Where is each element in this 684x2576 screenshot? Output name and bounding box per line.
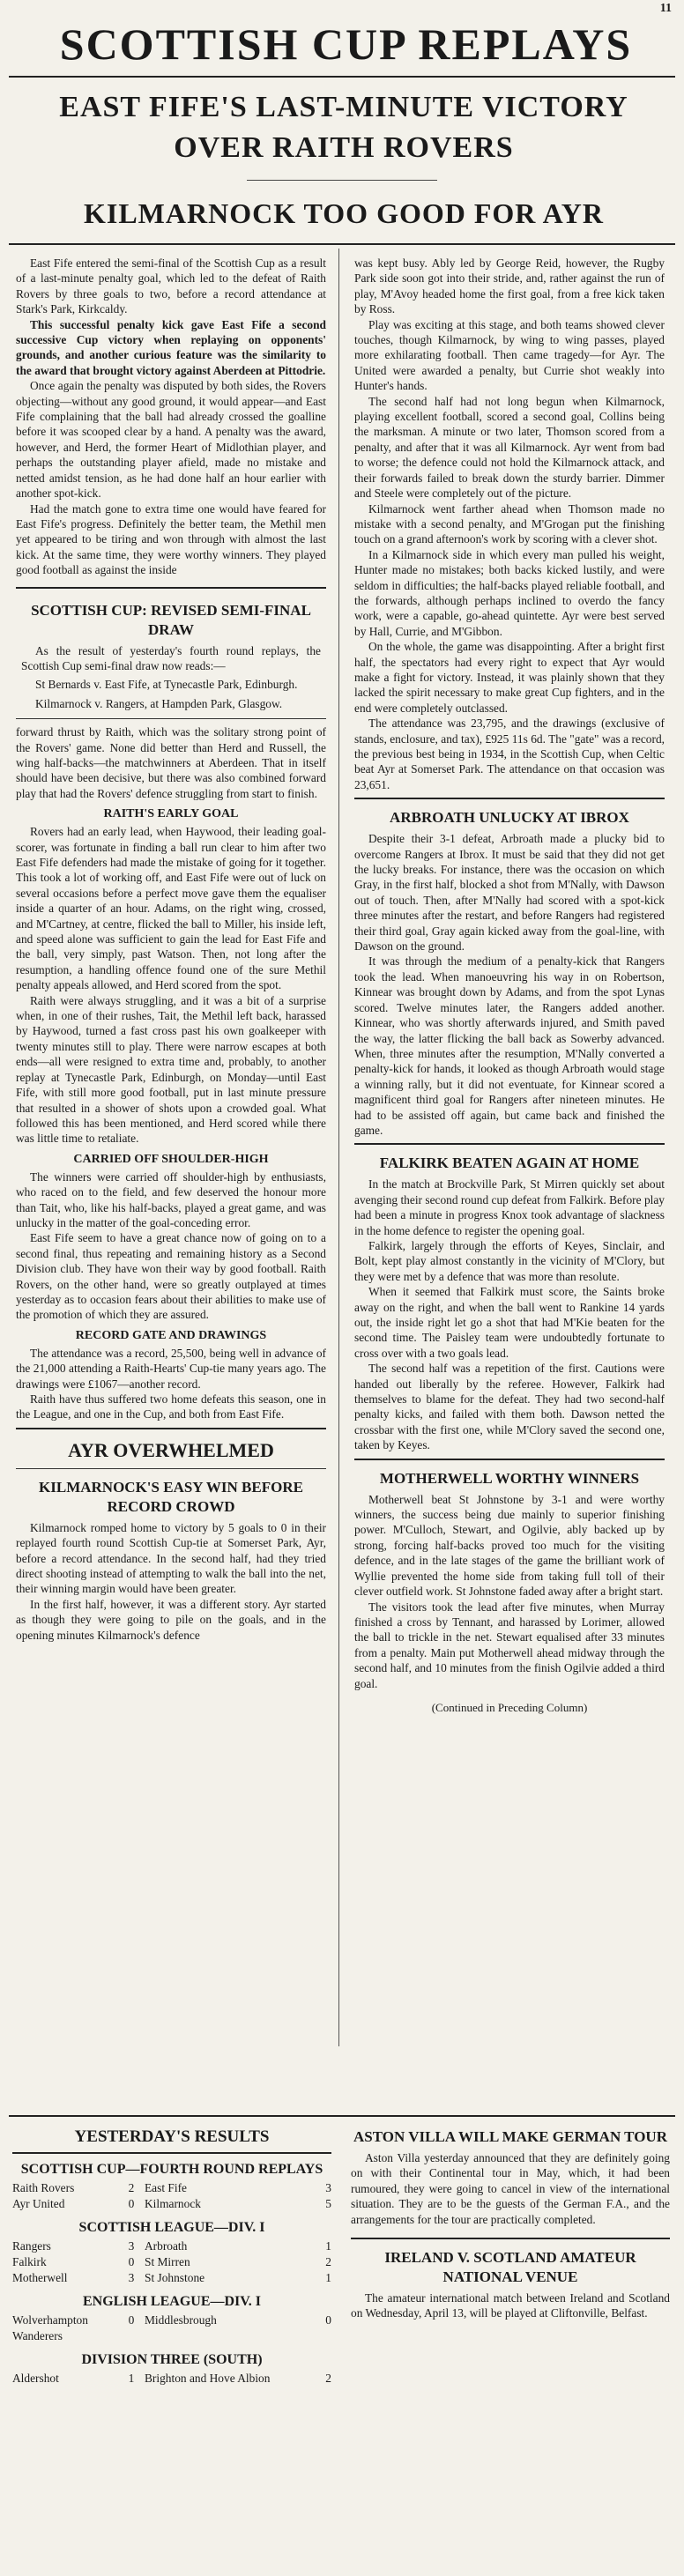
- amateur-head: IRELAND V. SCOTLAND AMATEUR NATIONAL VENUE: [384, 2249, 636, 2286]
- article-paragraph: was kept busy. Ably led by George Reid, however, the Rugby Park side soon got into their stride, and, rather against the run of play, M'Avoy headed home the first goal, from a free kick taken by Ross.: [354, 256, 665, 316]
- article-paragraph: Despite their 3-1 defeat, Arbroath made a plucky bid to overcome Rangers at Ibrox. It must be said that they did not get the lucky breaks. For instance, there was the occasion on which Gray, in the first half, blocked a shot from M'Nally, with Dawson out of touch. Then, after M'Nally had scored with a spot-kick three minutes after the restart, and before Rangers had registered their third goal, Gray again kicked away from the goal-line, with Dawson on the ground.: [354, 832, 665, 954]
- away-score: 5: [325, 2197, 331, 2210]
- away-score: 3: [325, 2181, 331, 2194]
- subhead-record-gate: RECORD GATE AND DRAWINGS: [75, 1328, 267, 1342]
- article-paragraph: The second half was a repetition of the first. Cautions were handed out liberally by the referee. However, Falkirk had themselves to blame for the defeat. They had two second-half penalty kicks, and failed with them both. Dawson netted the crossbar with the first one, while M'Clory saved the second one, taken by Keyes.: [354, 1362, 665, 1452]
- section-divider: [354, 798, 665, 799]
- page-number: 11: [659, 2, 672, 15]
- article-paragraph: On the whole, the game was disappointing. After a bright first half, the spectators had every right to expect that Ayr would make a fight for victory. Instead, it was plainly shown that they lacked the spirit necessary to make great Cup fighters, and in the end were completely outclassed.: [354, 640, 665, 715]
- article-paragraph: The amateur international match between Ireland and Scotland on Wednesday, April 13, will be played at Cliftonville, Belfast.: [351, 2291, 670, 2320]
- article-paragraph: East Fife entered the semi-final of the Scottish Cup as a result of a last-minute penalty goal, which led to the defeat of Raith Rovers by three goals to two, before a record attendance at Stark's Park, Kirkcaldy.: [16, 256, 326, 316]
- article-paragraph: The winners were carried off shoulder-high by enthusiasts, who raced on to the field, and few deserved the honour more than Tait, who, like his half-backs, played a great game, and was unlucky in the matter of the goal-conceding error.: [16, 1169, 326, 1229]
- away-team: Arbroath: [145, 2239, 188, 2253]
- results-divider: [12, 2152, 331, 2154]
- section-divider: [351, 2238, 670, 2239]
- result-row: [12, 2312, 331, 2344]
- section-rule: [9, 243, 675, 245]
- motherwell-head: MOTHERWELL WORTHY WINNERS: [379, 1469, 640, 1487]
- article-paragraph: In a Kilmarnock side in which every man pulled his weight, Hunter made no mistakes; both backs kicked lustily, and were seldom in difficulties; the half-backs played reliable football, and the forwards, although perhaps inclined to overdo the fancy work, were a capable, go-ahead quintette. Ayr were best served by Hall, Currie, and M'Gibbon.: [354, 547, 665, 638]
- article-paragraph: The attendance was a record, 25,500, being well in advance of the 21,000 attending a Raith-Hearts' Cup-tie many years ago. The drawings were £1067—another record.: [16, 1346, 326, 1391]
- home-team: Falkirk: [12, 2255, 47, 2268]
- away-team: Middlesbrough: [145, 2313, 217, 2327]
- article-paragraph: When it seemed that Falkirk must score, the Saints broke away on the right, and when the ball went to Rankine 14 yards out, the inside right let go a shot that had M'Kie beaten for the second time. The Paisley team were undoubtedly fortunate to cross over with a two goals lead.: [354, 1285, 665, 1360]
- section-divider: [354, 1143, 665, 1145]
- headline-east-fife-line-2: OVER RAITH ROVERS: [174, 131, 514, 164]
- headline-kilmarnock: KILMARNOCK TOO GOOD FOR AYR: [83, 197, 605, 229]
- headline-rule: [9, 76, 675, 78]
- article-paragraph: The second half had not long begun when Kilmarnock, playing excellent football, scored a second goal, Collins being the marksman. A minute or two later, Thomson scored from a penalty, and after that it was all Kilmarnock. Ayr went from bad to worse; the defence could not hold the Kilmarnock attack, and their forwards failed to break down the sturdy barrier. Dimmer and Steele were completely out of the picture.: [354, 394, 665, 501]
- result-row: [12, 2238, 331, 2254]
- away-score: 1: [325, 2239, 331, 2253]
- article-paragraph: It was through the medium of a penalty-kick that Rangers took the lead. When manoeuvring his way in on Robertson, Kinnear was brought down by Adams, and from the spot Lynas scored. Twelve minutes later, the Rangers added another. Kinnear, who was shortly afterwards injured, and Smith paved the way, the latter flicking the ball back as Sowerby advanced. When, three minutes after the resumption, M'Nally converted a penalty-kick for hands, it looked as though Arbroath would stage a winning rally, but it did not eventuate, for Kinnear scored a magnificent third goal for Rangers after nineteen minutes. He had to be assisted off again, but came back and finished the game.: [354, 954, 665, 1137]
- article-paragraph: Motherwell beat St Johnstone by 3-1 and were worthy winners, the success being due mainly to superior finishing power. M'Culloch, Stewart, and Ogilvie, ably backed up by strong, forcing half-backs proved too much for the visiting defence, and in the late stages of the game the brilliant work of Wyllie prevented the home side from taking full toll of their clever outfield work. St Johnstone faded away after a bright start.: [354, 1492, 665, 1599]
- home-team: Ayr United: [12, 2197, 65, 2210]
- article-paragraph: Raith were always struggling, and it was a bit of a surprise when, in one of their rushes, Tait, the Methil left back, harassed by Haywood, turned a fast cross past his own goalkeeper with twenty minutes still to play. There were narrow escapes at both ends—all were resigned to extra time and, probably, to another replay at Tynecastle Park, Edinburgh, on Monday—until East Fife, with still more good football, put in last minute pressure that resulted in a shower of shots upon a crowded goal. What followed this has been mentioned, and Herd scored while there was little time to retaliate.: [16, 993, 326, 1146]
- section-divider: [16, 1428, 326, 1429]
- section-divider: [16, 1468, 326, 1469]
- section-divider: [354, 1459, 665, 1460]
- away-score: 2: [325, 2372, 331, 2385]
- article-paragraph: In the match at Brockville Park, St Mirren quickly set about avenging their second round cup defeat from Falkirk. Before play had been a minute in progress Knox took advantage of slackness in the home defence to register the opening goal.: [354, 1177, 665, 1237]
- right-column: [354, 256, 665, 1715]
- away-score: 2: [325, 2255, 331, 2268]
- article-paragraph: Raith have thus suffered two home defeats this season, one in the League, and one in the Cup, and both from East Fife.: [16, 1392, 326, 1422]
- falkirk-head: FALKIRK BEATEN AGAIN AT HOME: [379, 1154, 640, 1172]
- home-score: 2: [128, 2181, 135, 2194]
- right-bottom-column: [351, 2122, 670, 2321]
- article-paragraph: Falkirk, largely through the efforts of Keyes, Sinclair, and Bolt, kept play almost constantly in the vicinity of M'Clory, but they were met by a defence that was more than resolute.: [354, 1238, 665, 1283]
- ayr-overwhelmed-head: AYR OVERWHELMED: [68, 1438, 274, 1461]
- home-team: Aldershot: [12, 2372, 59, 2385]
- away-score: 0: [325, 2313, 331, 2327]
- home-score: 3: [128, 2239, 135, 2253]
- article-paragraph: Kilmarnock romped home to victory by 5 goals to 0 in their replayed fourth round Scottish Cup-tie at Somerset Park, Ayr, before a record attendance. In the second half, had they tried direct shooting instead of attempting to walk the ball into the net, their winning margin would have been greater.: [16, 1520, 326, 1596]
- home-team: Wolverhampton Wanderers: [12, 2313, 88, 2342]
- home-score: 0: [128, 2313, 135, 2327]
- article-paragraph: forward thrust by Raith, which was the solitary strong point of the Rovers' game. None did better than Herd and Russell, the wing half-backs—the matchwinners at Aberdeen. That in itself should have been decisive, but there was also combined forward play that had the Rovers' defence struggling from start to finish.: [16, 725, 326, 800]
- result-row: [12, 2371, 331, 2387]
- home-team: Motherwell: [12, 2271, 68, 2284]
- away-team: Brighton and Hove Albion: [145, 2372, 271, 2385]
- results-box: [12, 2122, 331, 2387]
- left-column: [16, 256, 326, 1643]
- home-score: 1: [128, 2372, 135, 2385]
- home-score: 3: [128, 2271, 135, 2284]
- headline-east-fife-line-1: EAST FIFE'S LAST-MINUTE VICTORY: [59, 91, 628, 123]
- kilmarnock-win-head: KILMARNOCK'S EASY WIN BEFORE RECORD CROWD: [39, 1478, 303, 1515]
- result-row: [12, 2254, 331, 2270]
- main-headline: SCOTTISH CUP REPLAYS: [59, 19, 633, 69]
- results-section-head: DIVISION THREE (SOUTH): [81, 2352, 263, 2367]
- article-paragraph: Once again the penalty was disputed by both sides, the Rovers objecting—without any good ground, it would appear—and East Fife complaining that the ball had already crossed the goalline before it was scooped clear by a hand. A penalty was the award, however, and Herd, the former Heart of Midlothian player, and perhaps the outstanding player afield, made no mistake and netted amidst tension, as he had done half an hour earlier with another spot-kick.: [16, 379, 326, 501]
- subhead-shoulder-high: CARRIED OFF SHOULDER-HIGH: [73, 1152, 269, 1166]
- home-team: Rangers: [12, 2239, 51, 2253]
- semifinal-draw-box: [16, 587, 326, 720]
- away-score: 1: [325, 2271, 331, 2284]
- results-section-head: SCOTTISH LEAGUE—DIV. I: [78, 2220, 265, 2235]
- article-paragraph: Play was exciting at this stage, and both teams showed clever touches, though Kilmarnock, by wing to wing passes, played more exhilarating football. Then came tragedy—for Ayr. The United were awarded a penalty, but Currie shot weakly into Hunter's hands.: [354, 317, 665, 393]
- semifinal-draw-intro: As the result of yesterday's fourth round replays, the Scottish Cup semi-final draw now reads:—: [21, 643, 321, 672]
- continued-note: (Continued in Preceding Column): [431, 1700, 588, 1714]
- results-section-head: ENGLISH LEAGUE—DIV. I: [83, 2294, 261, 2309]
- article-paragraph: Rovers had an early lead, when Haywood, their leading goal-scorer, was fortunate in finding a ball run clear to him after two East Fife defenders had made the mistake of going for it together. This took a lot of working off, and East Fife were out of luck on several occasions before a perfect move gave them the equaliser inside a quarter of an hour. Adams, on the right wing, crossed, and M'Cartney, at centre, flicked the ball to Miller, his inside left, and speed alone was sufficient to gain the lead for East Fife and the ball, very simply, past Watson. Then, not long after the resumption, a handling offence found one of the sure Methil penalty appeals allowed, and Herd scored from the spot.: [16, 825, 326, 992]
- result-row: [12, 2270, 331, 2286]
- away-team: St Johnstone: [145, 2271, 205, 2284]
- article-paragraph: Kilmarnock went farther ahead when Thomson made no mistake with a second penalty, and M'Grogan put the finishing touch on a grand afternoon's work by scoring with a clever shot.: [354, 501, 665, 546]
- away-team: East Fife: [145, 2181, 187, 2194]
- column-rule: [338, 249, 339, 2046]
- result-row: [12, 2196, 331, 2212]
- article-paragraph: Had the match gone to extra time one would have feared for East Fife's progress. Definitely the better team, the Methil men yet appeared to be tiring and won through with almost the last kick. At the same time, they were worthy winners. They played good football as against the inside: [16, 501, 326, 577]
- results-section-head: SCOTTISH CUP—FOURTH ROUND REPLAYS: [20, 2162, 323, 2177]
- semifinal-tie: Kilmarnock v. Rangers, at Hampden Park, Glasgow.: [35, 696, 283, 710]
- results-title: YESTERDAY'S RESULTS: [74, 2127, 270, 2146]
- home-team: Raith Rovers: [12, 2181, 75, 2194]
- article-paragraph: Aston Villa yesterday announced that they are definitely going on with their Continental tour in May, which, it had been rumoured, they were going to cancel in view of the international situation. They are to be the guests of the German F.A., and the arrangements for the tour are practically completed.: [351, 2151, 670, 2226]
- result-row: [12, 2180, 331, 2196]
- results-rule: [9, 2115, 675, 2117]
- away-team: St Mirren: [145, 2255, 190, 2268]
- article-paragraph: The attendance was 23,795, and the drawings (exclusive of stands, enclosure, and tax), £925 11s 6d. The "gate" was a record, the previous best being in 1934, in the Scottish Cup, when Celtic beat Ayr at Somerset Park. The attendance on that occasion was 23,651.: [354, 716, 665, 791]
- villa-head: ASTON VILLA WILL MAKE GERMAN TOUR: [353, 2128, 667, 2145]
- arbroath-head: ARBROATH UNLUCKY AT IBROX: [390, 809, 629, 827]
- article-paragraph: The visitors took the lead after five minutes, when Murray finished a cross by Tennant, and harassed by Lorimer, allowed the ball to trickle in the net. Stewart equalised after 33 minutes from a penalty. Main put Motherwell ahead midway through the second half, and 10 minutes from the finish Ogilvie added a third goal.: [354, 1600, 665, 1690]
- semifinal-draw-title: SCOTTISH CUP: REVISED SEMI-FINAL DRAW: [31, 601, 311, 638]
- article-paragraph-bold: This successful penalty kick gave East Fife a second successive Cup victory when replaying on opponents' grounds, and another curious feature was the similarity to the award that brought victory against Aberdeen at Pittodrie.: [16, 317, 326, 377]
- away-team: Kilmarnock: [145, 2197, 201, 2210]
- article-paragraph: East Fife seem to have a great chance now of going on to a second final, thus repeating and remaining history as a Second Division club. They have won their way by good football. Raith Rovers, on the other hand, were so greatly outplayed at times yesterday as to occasion fears about their abilities to make use of the promotion of which they are assured.: [16, 1231, 326, 1322]
- semifinal-tie: St Bernards v. East Fife, at Tynecastle Park, Edinburgh.: [35, 678, 298, 692]
- home-score: 0: [128, 2197, 135, 2210]
- subhead-early-goal: RAITH'S EARLY GOAL: [103, 807, 239, 821]
- article-paragraph: In the first half, however, it was a different story. Ayr started as though they were going to pile on the goals, and in the opening minutes Kilmarnock's defence: [16, 1597, 326, 1642]
- home-score: 0: [128, 2255, 135, 2268]
- short-rule: [247, 180, 437, 181]
- results-sections: [12, 2161, 331, 2387]
